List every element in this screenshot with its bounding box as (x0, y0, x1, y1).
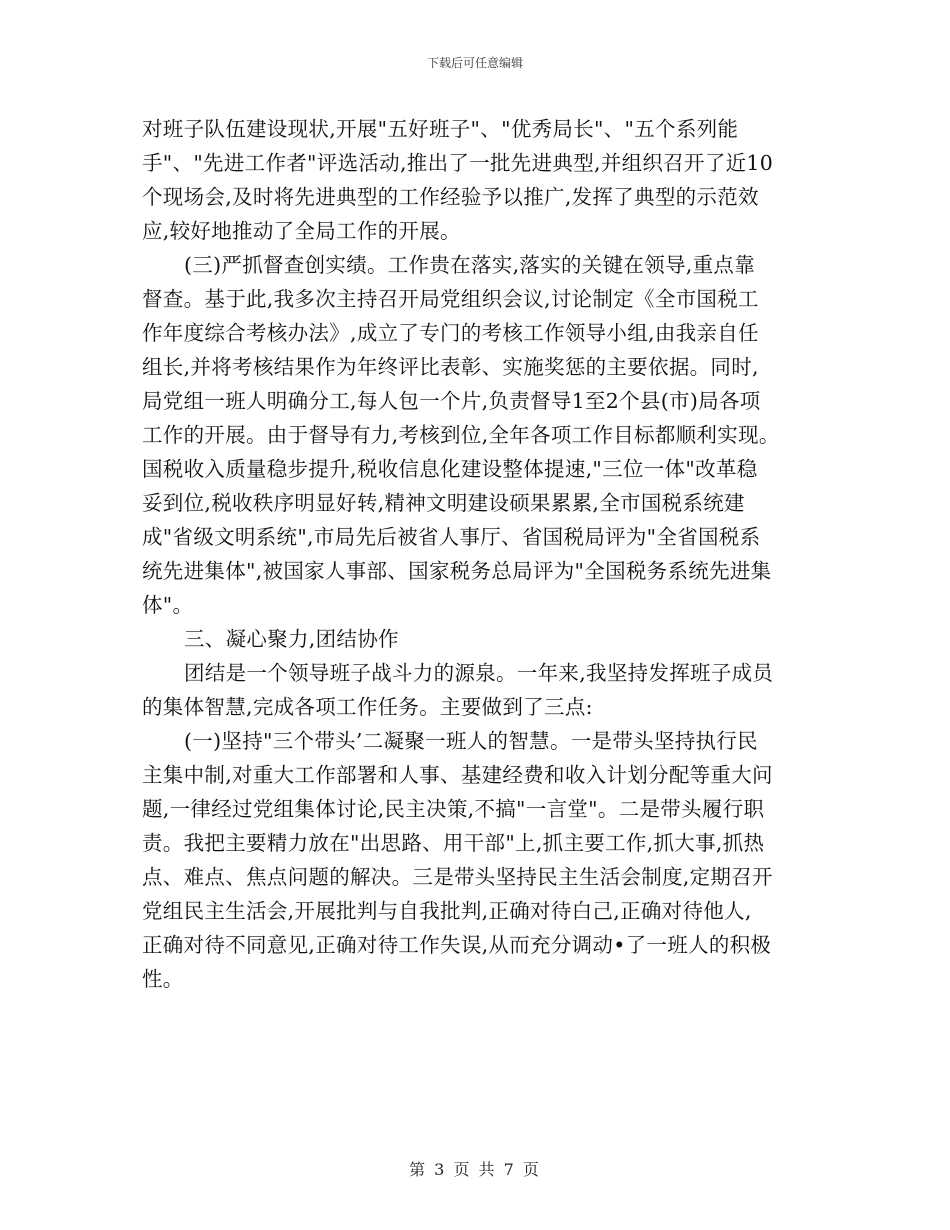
paragraph-line: 的集体智慧,完成各项工作任务。主要做到了三点: (142, 695, 593, 719)
paragraph-line: (三)严抓督查创实绩。工作贵在落实,落实的关键在领导,重点靠 (184, 253, 756, 277)
section-heading: 三、凝心聚力,团结协作 (184, 627, 399, 651)
paragraph-line: 个现场会,及时将先进典型的工作经验予以推广,发挥了典型的示范效 (142, 185, 759, 209)
paragraph-line: 督查。基于此,我多次主持召开局党组织会议,讨论制定《全市国税工 (142, 287, 759, 311)
paragraph-line: 局党组一班人明确分工,每人包一个片,负责督导1至2个县(市)局各项 (142, 389, 761, 413)
page-header-note: 下载后可任意编辑 (426, 56, 523, 70)
paragraph-line: 点、难点、焦点问题的解决。三是带头坚持民主生活会制度,定期召开 (142, 865, 773, 889)
paragraph-line: 团结是一个领导班子战斗力的源泉。一年来,我坚持发挥班子成员 (184, 661, 774, 685)
paragraph-line: 题,一律经过党组集体讨论,民主决策,不搞"一言堂"。二是带头履行职 (142, 797, 765, 821)
paragraph-line: 统先进集体",被国家人事部、国家税务总局评为"全国税务系统先进集 (142, 559, 772, 583)
paragraph-line: 作年度综合考核办法》,成立了专门的考核工作领导小组,由我亲自任 (142, 321, 759, 345)
paragraph-line: 应,较好地推动了全局工作的开展。 (142, 219, 461, 243)
paragraph-line: 国税收入质量稳步提升,税收信息化建设整体提速,"三位一体"改革稳 (142, 457, 758, 481)
paragraph-line: 正确对待不同意见,正确对待工作失误,从而充分调动•了一班人的积极 (142, 933, 772, 957)
page-number: 第 3 页 共 7 页 (409, 1160, 541, 1179)
document-body (142, 112, 810, 996)
paragraph-line: 主集中制,对重大工作部署和人事、基建经费和收入计划分配等重大问 (142, 763, 773, 787)
paragraph-line: 工作的开展。由于督导有力,考核到位,全年各项工作目标都顺利实现。 (142, 423, 780, 447)
paragraph-line: 体"。 (142, 593, 194, 617)
paragraph-line: 成"省级文明系统",市局先后被省人事厅、省国税局评为"全省国税系 (142, 525, 761, 549)
paragraph-line: 妥到位,税收秩序明显好转,精神文明建设硕果累累,全市国税系统建 (142, 491, 745, 515)
paragraph-line: 责。我把主要精力放在"出思路、用干部"上,抓主要工作,抓大事,抓热 (142, 831, 765, 855)
paragraph-line: 性。 (142, 967, 184, 991)
paragraph-line: (一)坚持"三个带头’二凝聚一班人的智慧。一是带头坚持执行民 (184, 729, 758, 753)
paragraph-line: 组长,并将考核结果作为年终评比表彰、实施奖惩的主要依据。同时, (142, 355, 759, 379)
paragraph-line: 对班子队伍建设现状,开展"五好班子"、"优秀局长"、"五个系列能 (142, 117, 739, 141)
paragraph-line: 手"、"先进工作者"评选活动,推出了一批先进典型,并组织召开了近10 (142, 151, 774, 175)
paragraph-line: 党组民主生活会,开展批判与自我批判,正确对待白己,正确对待他人, (142, 899, 752, 923)
